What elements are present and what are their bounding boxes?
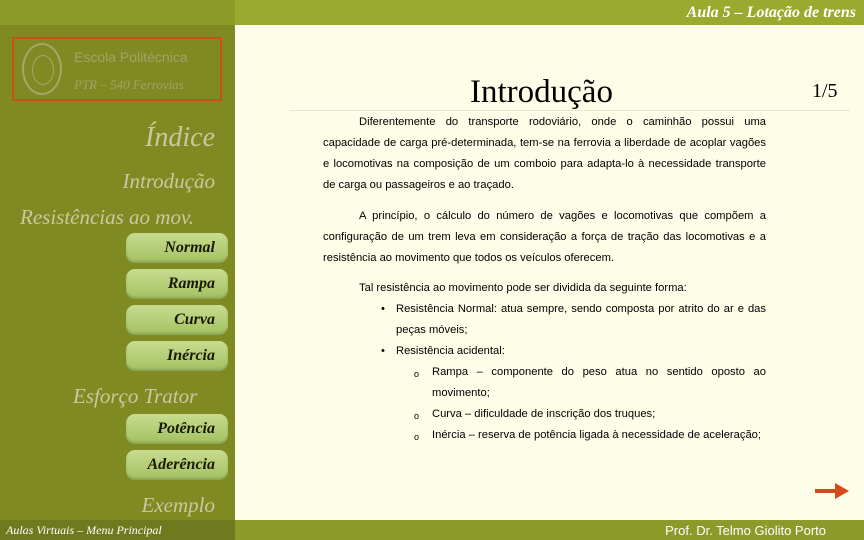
header-title: Aula 5 – Lotação de trens [686,4,856,21]
nav-button-potencia[interactable]: Potência [126,414,228,444]
seal-icon [22,43,62,95]
paragraph-resistencia: Tal resistência ao movimento pode ser dividida da seguinte forma: [359,282,687,294]
list-item: o Rampa – componente do peso atua no sentido oposto ao movimento; [414,366,766,399]
slide-content [323,112,766,446]
sidebar-link-resistencias[interactable]: Resistências ao mov. [20,205,194,229]
list-item: o Inércia – reserva de potência ligada à necessidade de aceleração; [414,429,762,442]
professor-name: Prof. Dr. Telmo Giolito Porto [665,523,826,538]
sidebar-link-introducao[interactable]: Introdução [122,169,215,193]
paragraph-intro: Diferentemente do transporte rodoviário, onde o caminhão possui uma capacidade de carga pré-determinada, tem-se na ferrovia a liberdade de acoplar vagões e locomotivas na composição de um comboio para adapta-lo à necessidade transporte de carga ou passageiros e ao traçado. [323,116,766,191]
top-bar [0,0,864,25]
slide-title: Introdução [470,74,613,110]
school-name: Escola Politécnica [74,49,188,65]
page-number: 1/5 [812,80,838,102]
right-arrow-icon[interactable] [815,482,849,500]
sidebar-link-esforco-trator[interactable]: Esforço Trator [73,384,198,408]
nav-button-inercia[interactable]: Inércia [126,341,228,371]
paragraph-calculo: A princípio, o cálculo do número de vagões e locomotivas que compõem a configuração de um trem leva em consideração a força de tração das locomotivas e a resistência ao movimento que todos os veículos oferecem. [323,210,766,264]
course-name: PTR – 540 Ferrovias [74,77,184,92]
resistance-list [323,299,766,362]
sub-curva: Curva – dificuldade de inscrição dos truques; [432,408,656,420]
sidebar-heading-indice: Índice [145,122,215,153]
sub-rampa: Rampa – componente do peso atua no sentido oposto ao movimento; [432,366,766,399]
bullet-normal: Resistência Normal: atua sempre, sendo composta por atrito do ar e das peças móveis; [396,303,766,336]
logo [12,37,222,101]
nav-button-aderencia[interactable]: Aderência [126,450,228,480]
list-item: • Resistência acidental: [381,345,505,357]
top-bar-left [0,0,235,25]
nav-button-rampa[interactable]: Rampa [126,269,228,299]
list-item: • Resistência Normal: atua sempre, sendo composta por atrito do ar e das peças móveis; [381,303,766,336]
bottom-bar [0,520,864,540]
bullet-acidental: Resistência acidental: [396,345,505,357]
accidental-list [323,362,766,446]
list-item: o Curva – dificuldade de inscrição dos truques; [414,408,656,421]
title-divider [290,110,850,111]
sidebar [0,25,235,520]
nav-button-normal[interactable]: Normal [126,233,228,263]
sidebar-link-exemplo[interactable]: Exemplo [141,493,215,517]
nav-button-curva[interactable]: Curva [126,305,228,335]
sub-inercia: Inércia – reserva de potência ligada à necessidade de aceleração; [432,429,762,441]
main-menu-link[interactable]: Aulas Virtuais – Menu Principal [6,523,162,537]
